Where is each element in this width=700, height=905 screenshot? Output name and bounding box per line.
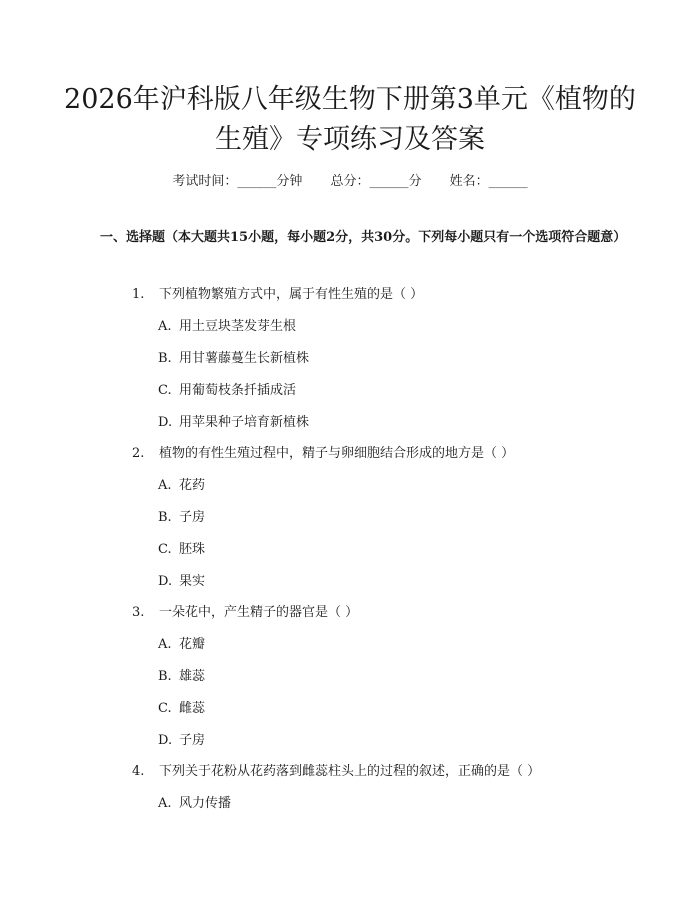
option-text: 子房 — [179, 733, 206, 748]
option-letter: D. — [158, 733, 173, 748]
option-2b — [158, 506, 205, 525]
option-letter: A. — [158, 478, 172, 493]
question-text: 植物的有性生殖过程中，精子与卵细胞结合形成的地方是（ ） — [159, 446, 515, 461]
student-name: 姓名：______ — [449, 174, 528, 189]
option-letter: B. — [158, 669, 172, 684]
option-text: 风力传播 — [179, 796, 232, 811]
option-text: 花药 — [179, 478, 206, 493]
section-heading: 一、选择题（本大题共15小题，每小题2分，共30分。下列每小题只有一个选项符合题意） — [100, 230, 627, 245]
option-letter: B. — [158, 510, 172, 525]
option-letter: C. — [158, 542, 172, 557]
option-letter: C. — [158, 383, 172, 398]
question-text: 一朵花中，产生精子的器官是（ ） — [159, 605, 359, 620]
option-3c — [158, 697, 205, 716]
option-1d — [158, 411, 309, 430]
option-letter: A. — [158, 796, 172, 811]
question-number: 4. — [132, 764, 145, 779]
option-text: 用葡萄枝条扦插成活 — [179, 383, 297, 398]
option-1c — [158, 379, 296, 398]
option-letter: A. — [158, 637, 172, 652]
option-2d — [158, 570, 205, 589]
option-2a — [158, 474, 205, 493]
question-3 — [132, 601, 358, 620]
option-1a — [158, 315, 296, 334]
question-number: 3. — [132, 605, 145, 620]
option-letter: D. — [158, 415, 173, 430]
option-letter: D. — [158, 574, 173, 589]
question-text: 下列植物繁殖方式中，属于有性生殖的是（ ） — [159, 287, 424, 302]
question-1 — [132, 283, 423, 302]
question-number: 2. — [132, 446, 145, 461]
option-letter: B. — [158, 351, 172, 366]
option-text: 雄蕊 — [179, 669, 206, 684]
option-1b — [158, 347, 309, 366]
option-text: 果实 — [179, 574, 206, 589]
option-text: 胚珠 — [179, 542, 206, 557]
option-3d — [158, 729, 205, 748]
option-4a — [158, 792, 231, 811]
question-number: 1. — [132, 287, 145, 302]
question-4 — [132, 760, 540, 779]
option-text: 用土豆块茎发芽生根 — [179, 319, 297, 334]
option-text: 用苹果种子培育新植株 — [179, 415, 310, 430]
question-text: 下列关于花粉从花药落到雌蕊柱头上的过程的叙述，正确的是（ ） — [159, 764, 541, 779]
question-2 — [132, 442, 514, 461]
option-text: 雌蕊 — [179, 701, 206, 716]
option-3a — [158, 633, 205, 652]
option-letter: C. — [158, 701, 172, 716]
exam-meta — [0, 170, 700, 189]
option-letter: A. — [158, 319, 172, 334]
exam-score: 总分：______分 — [330, 174, 422, 189]
option-text: 用甘薯藤蔓生长新植株 — [179, 351, 310, 366]
option-text: 花瓣 — [179, 637, 206, 652]
option-2c — [158, 538, 205, 557]
option-text: 子房 — [179, 510, 206, 525]
exam-time: 考试时间：______分钟 — [172, 174, 303, 189]
option-3b — [158, 665, 205, 684]
page-title: 2026年沪科版八年级生物下册第3单元《植物的生殖》专项练习及答案 — [64, 84, 636, 155]
